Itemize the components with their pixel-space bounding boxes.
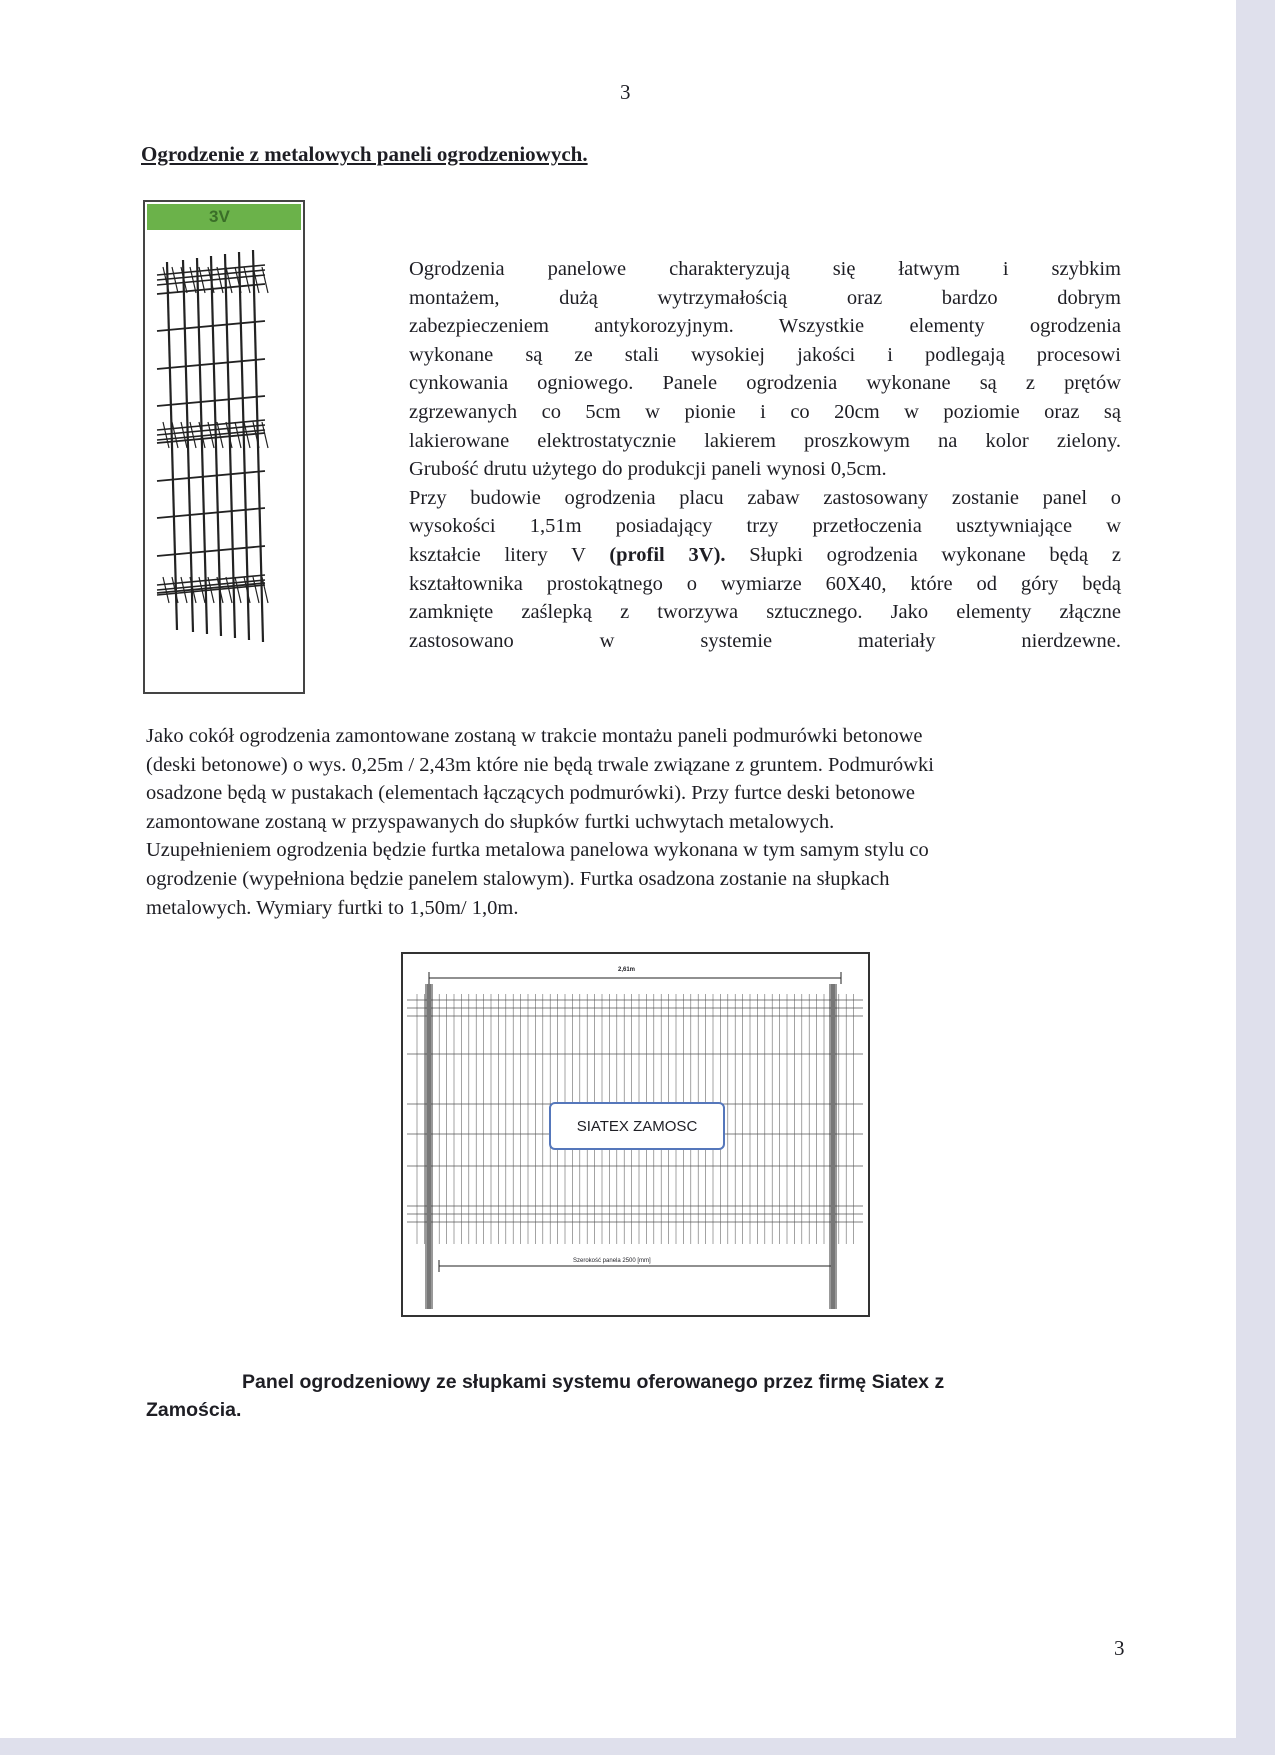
paragraph-line: lakierowane elektrostatycznie lakierem proszkowym na kolor zielony.: [409, 429, 1121, 452]
paragraph-line: wykonane są ze stali wysokiej jakości i podlegają procesowi: [409, 343, 1121, 366]
top-dimension-label: 2,61m: [618, 967, 636, 973]
section-heading: Ogrodzenie z metalowych paneli ogrodzeniowych.: [141, 142, 588, 166]
paragraph-line: Grubość drutu użytego do produkcji paneli wynosi 0,5cm.: [409, 458, 887, 481]
page-number-top: 3: [620, 80, 631, 104]
manufacturer-label: SIATEX ZAMOSC: [549, 1102, 725, 1150]
paragraph-line: ogrodzenie (wypełniona będzie panelem stalowym). Furtka osadzona zostanie na słupkach: [146, 867, 890, 890]
page-number-bottom: 3: [1114, 1636, 1125, 1660]
fence-panel-illustration: [143, 200, 305, 694]
paragraph-line: kształtownika prostokątnego o wymiarze 60X40, które od góry będą: [409, 572, 1121, 595]
line-text: Słupki ogrodzenia wykonane będą z: [725, 543, 1121, 566]
paragraph-line: metalowych. Wymiary furtki to 1,50m/ 1,0m.: [146, 896, 519, 919]
caption-line: Zamościa.: [146, 1399, 242, 1421]
paragraph-line: wysokości 1,51m posiadający trzy przetłoczenia usztywniające w: [409, 515, 1121, 538]
paragraph-line: zabezpieczeniem antykorozyjnym. Wszystkie elementy ogrodzenia: [409, 315, 1121, 338]
paragraph-line: Uzupełnieniem ogrodzenia będzie furtka metalowa panelowa wykonana w tym samym stylu co: [146, 839, 929, 862]
paragraph-line: Ogrodzenia panelowe charakteryzują się łatwym i szybkim: [409, 258, 1121, 280]
description-paragraph: [409, 255, 1121, 655]
fence-with-posts-illustration: [401, 952, 870, 1317]
paragraph-line: zastosowano w systemie materiały nierdzewne.: [409, 629, 1121, 652]
line-text: kształcie litery V: [409, 543, 610, 566]
profile-band-label: 3V: [147, 204, 301, 230]
paragraph-line: osadzone będą w pustakach (elementach łączących podmurówki). Przy furtce deski betonowe: [146, 782, 916, 805]
paragraph-line-with-bold: [409, 541, 1121, 570]
paragraph-line: Przy budowie ogrodzenia placu zabaw zastosowany zostanie panel o: [409, 486, 1121, 509]
figure-caption: [146, 1368, 1046, 1424]
paragraph-line: cynkowania ogniowego. Panele ogrodzenia wykonane są z prętów: [409, 372, 1121, 395]
panel-mesh-drawing: [145, 230, 303, 692]
paragraph-line: zamknięte zaślepką z tworzywa sztucznego. Jako elementy złączne: [409, 601, 1121, 624]
base-and-gate-paragraph: [146, 722, 1126, 922]
profile-bold-text: (profil 3V).: [609, 543, 726, 566]
paragraph-line: Jako cokół ogrodzenia zamontowane zostaną w trakcie montażu paneli podmurówki betonowe: [146, 725, 923, 747]
paragraph-line: montażem, dużą wytrzymałością oraz bardzo dobrym: [409, 286, 1121, 309]
caption-line: Panel ogrodzeniowy ze słupkami systemu oferowanego przez firmę Siatex z: [242, 1371, 945, 1393]
paragraph-line: zamontowane zostaną w przyspawanych do słupków furtki uchwytach metalowych.: [146, 810, 835, 833]
paragraph-line: zgrzewanych co 5cm w pionie i co 20cm w poziomie oraz są: [409, 400, 1121, 423]
paragraph-line: (deski betonowe) o wys. 0,25m / 2,43m które nie będą trwale związane z gruntem. Podmurówki: [146, 753, 934, 776]
bottom-dimension-label: Szerokość panela 2500 [mm]: [573, 1258, 651, 1264]
